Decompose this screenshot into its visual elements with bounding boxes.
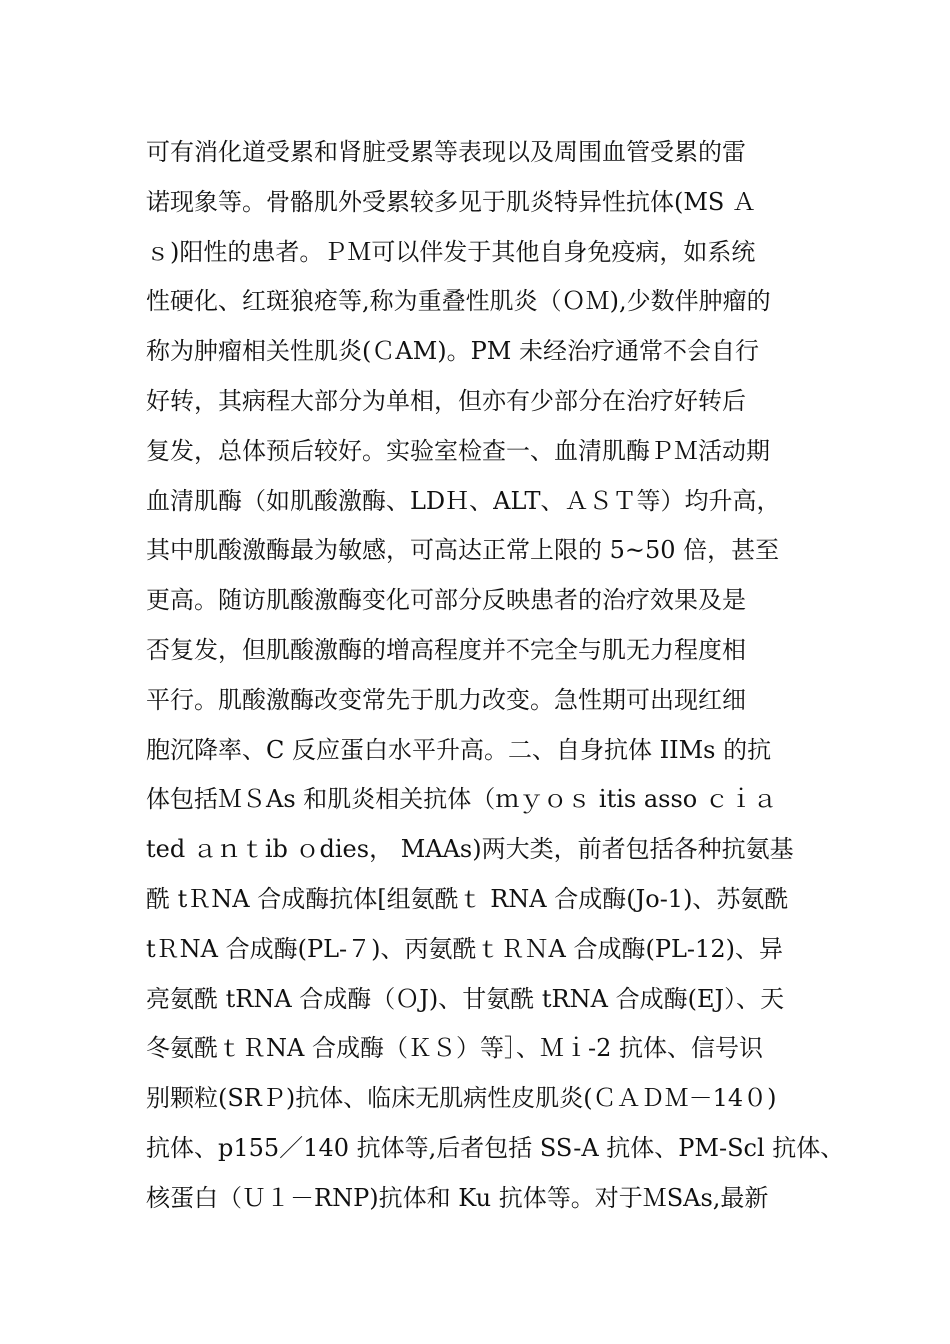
text-line: 其中肌酸激酶最为敏感，可高达正常上限的 5~50 倍，甚至	[146, 536, 780, 565]
text-line: 别颗粒(SRＰ)抗体、临床无肌病性皮肌炎(ＣＡＤＭ－14０)	[146, 1084, 777, 1113]
text-line: 复发，总体预后较好。实验室检查一、血清肌酶ＰＭ活动期	[146, 436, 770, 465]
text-line: 否复发，但肌酸激酶的增高程度并不完全与肌无力程度相	[146, 635, 746, 664]
text-line: 核蛋白（Ｕ１－RNP)抗体和 Ku 抗体等。对于ＭSAs,最新	[146, 1183, 769, 1212]
text-line: 可有消化道受累和肾脏受累等表现以及周围血管受累的雷	[146, 138, 746, 166]
text-line: ｓ)阳性的患者。ＰＭ可以伴发于其他自身免疫病，如系统	[146, 237, 756, 266]
text-line: 诺现象等。骨骼肌外受累较多见于肌炎特异性抗体(MS Ａ	[146, 187, 757, 216]
text-line: 酰 tＲNA 合成酶抗体[组氨酰ｔ RNA 合成酶(Jo-1)、苏氨酰	[146, 884, 789, 913]
text-line: 平行。肌酸激酶改变常先于肌力改变。急性期可出现红细	[146, 685, 746, 714]
text-line: tＲNA 合成酶(PL-７)、丙氨酰ｔＲＮA 合成酶(PL-12)、异	[146, 934, 783, 963]
text-line: 抗体、p155／140 抗体等,后者包括 SS-A 抗体、PM-Scl 抗体、	[146, 1133, 845, 1162]
text-line: 冬氨酰ｔＲNA 合成酶（ＫＳ）等］、Ｍｉ-2 抗体、信号识	[146, 1034, 763, 1063]
text-line: 称为肿瘤相关性肌炎(ＣAM)。PM 未经治疗通常不会自行	[146, 337, 759, 366]
text-line: 亮氨酰 tRNA 合成酶（ＯJ)、甘氨酰 tRNA 合成酶(EJ）、天	[146, 984, 785, 1013]
body-text	[146, 128, 846, 1224]
text-line: 血清肌酶（如肌酸激酶、LDＨ、ALT、ＡＳＴ等）均升高，	[146, 486, 781, 515]
text-line: 体包括ＭＳAs 和肌炎相关抗体（ｍｙｏｓ itis asso ｃｉａ	[146, 785, 777, 814]
text-line: ted ａｎｔib ｏdies， MAAs)两大类，前者包括各种抗氨基	[146, 835, 794, 864]
text-line: 性硬化、红斑狼疮等,称为重叠性肌炎（ＯＭ),少数伴肿瘤的	[146, 287, 771, 316]
text-line: 好转，其病程大部分为单相，但亦有少部分在治疗好转后	[146, 386, 746, 415]
text-line: 胞沉降率、C 反应蛋白水平升高。二、自身抗体 IIMs 的抗	[146, 735, 772, 764]
text-line: 更高。随访肌酸激酶变化可部分反映患者的治疗效果及是	[146, 586, 746, 615]
